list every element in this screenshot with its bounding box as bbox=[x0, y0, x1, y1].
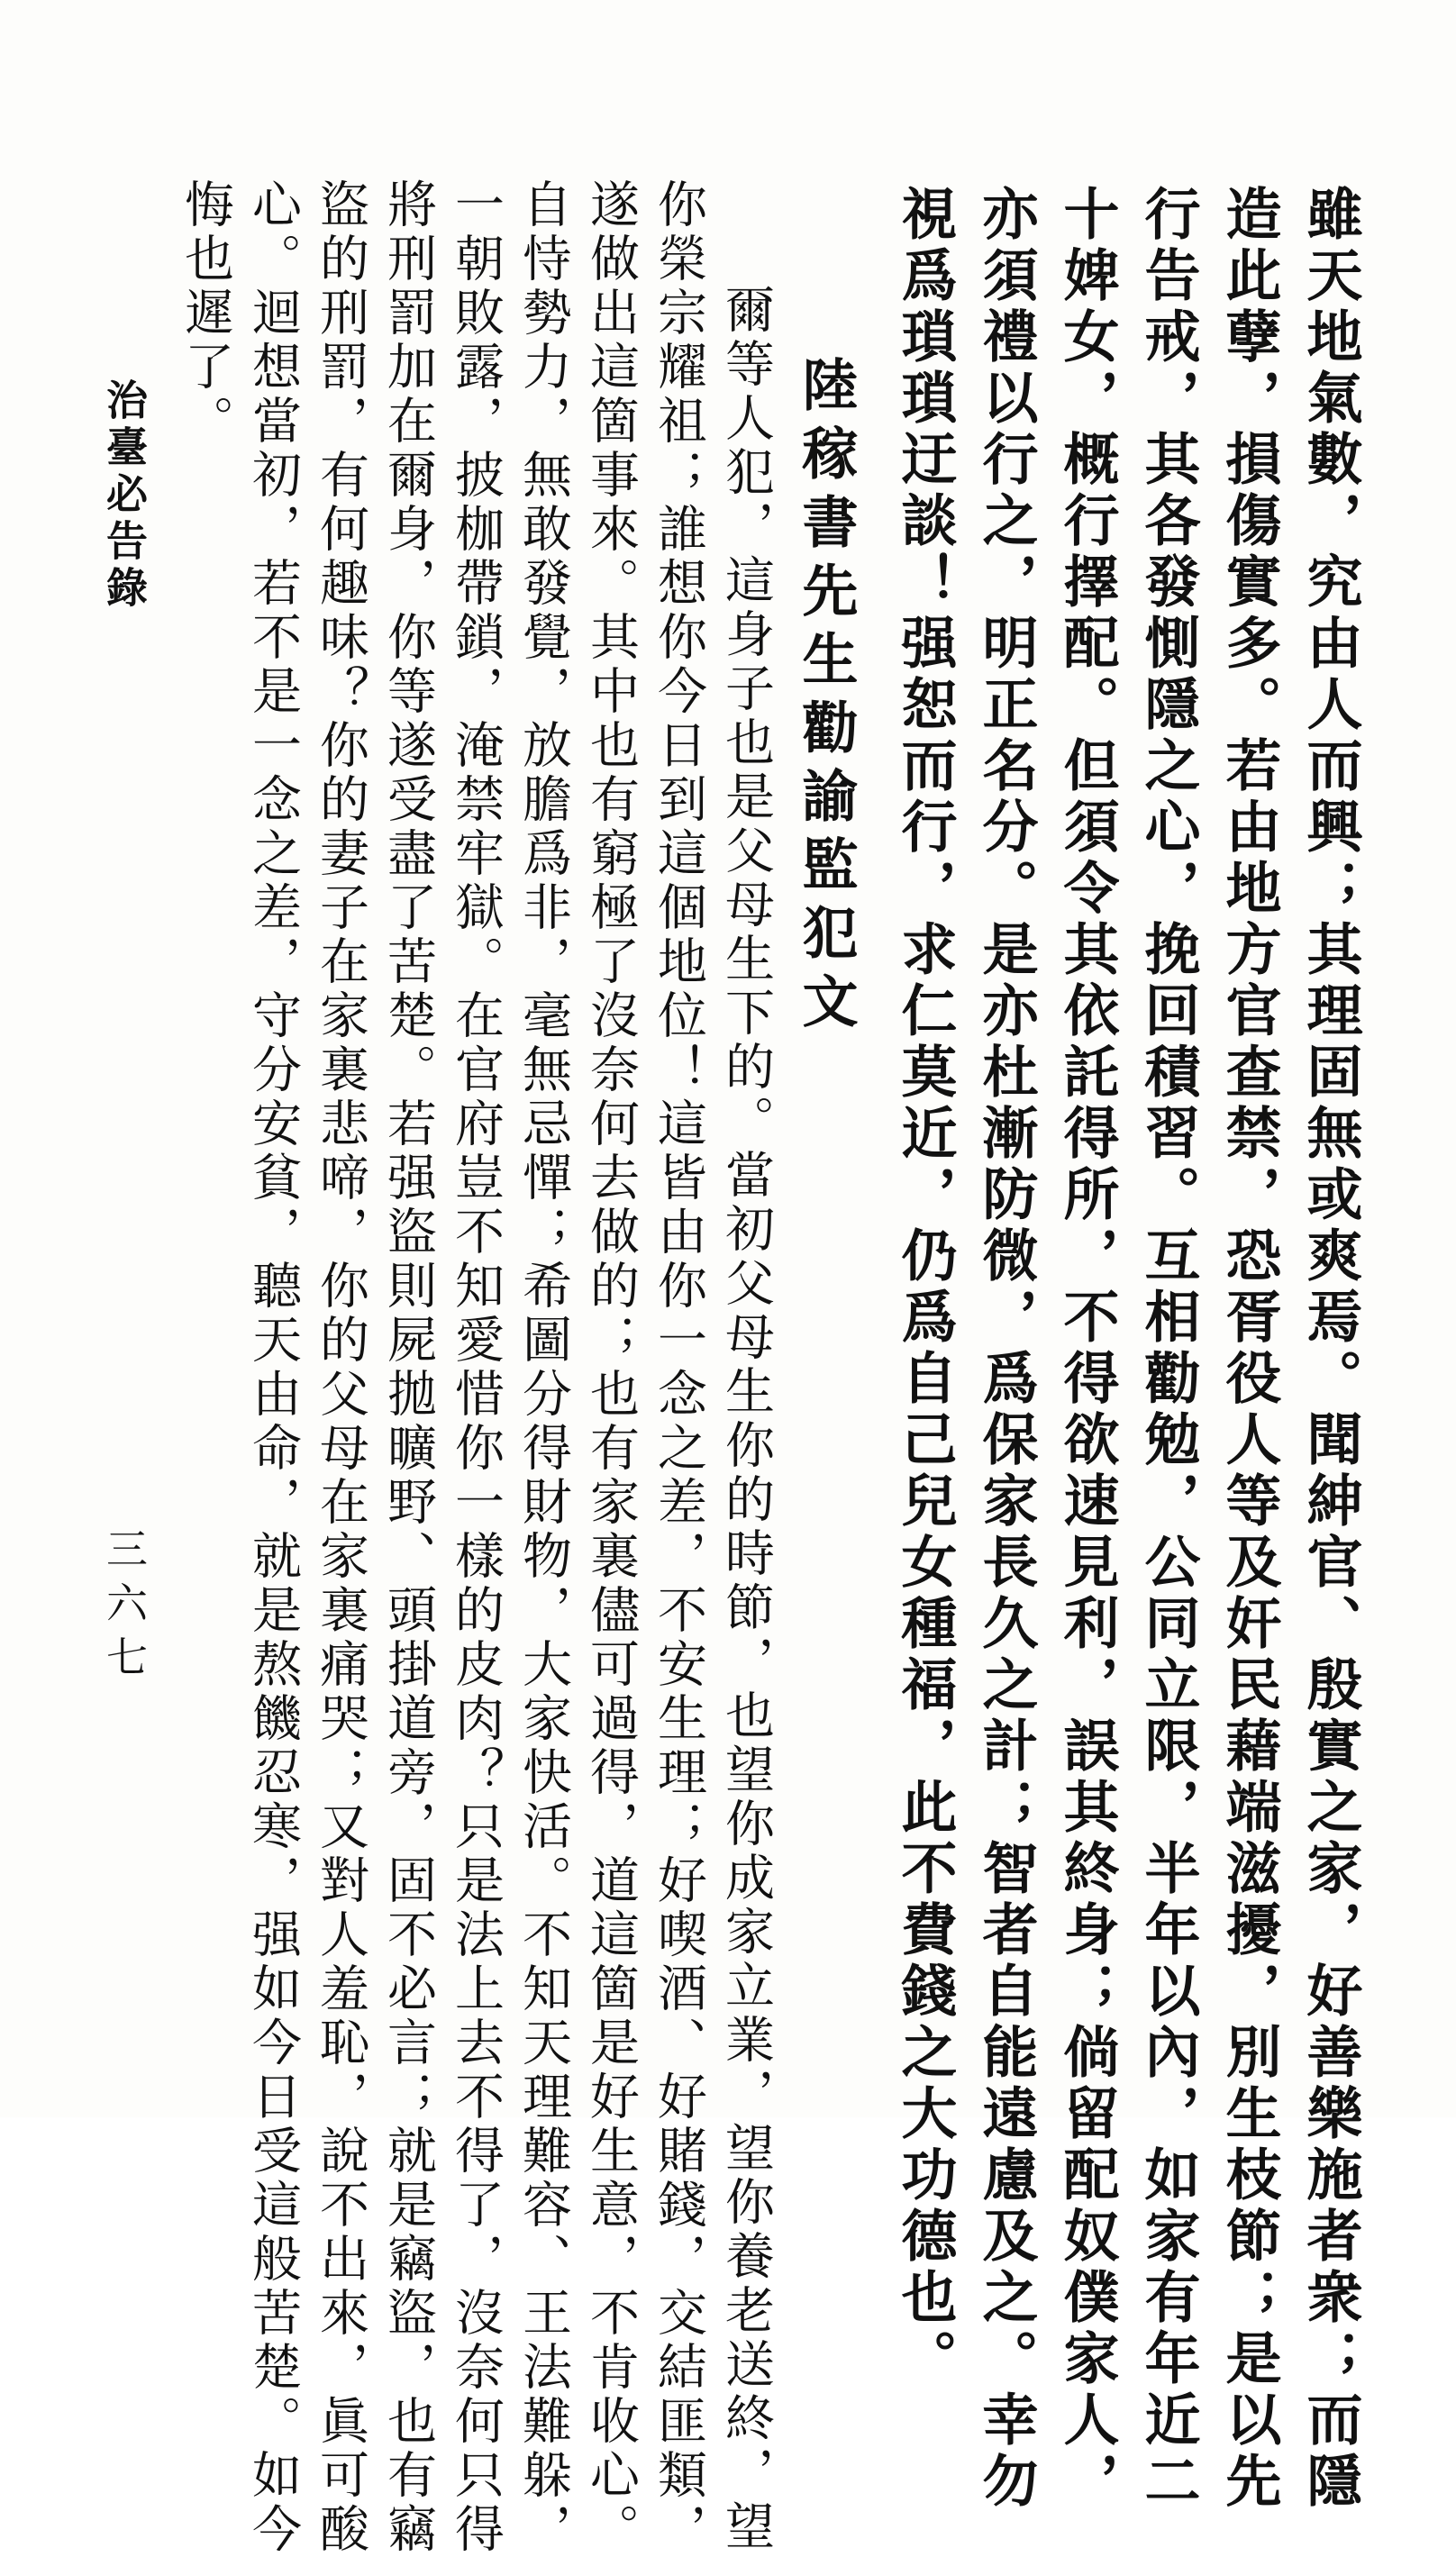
text-column-1: 雖天地氣數，究由人而興；其理固無或爽焉。聞紳官、殷實之家，好善樂施者衆；而隱 bbox=[1297, 185, 1363, 2513]
text-column-4: 十婢女，概行擇配。但須令其依託得所，不得欲速見利，誤其終身；倘留配奴僕家人， bbox=[1054, 185, 1120, 2513]
text-column-12: 將刑罰加在爾身，你等遂受盡了苦楚。若强盜則屍拋曠野、頭掛道旁，固不必言；就是竊盜，也有竊 bbox=[379, 178, 437, 2557]
text-column-9: 遂做出這箇事來。其中也有窮極了沒奈何去做的；也有家裏儘可過得，道這箇是好生意，不肯收心。 bbox=[582, 178, 640, 2557]
text-column-15: 悔也遲了。 bbox=[177, 178, 234, 449]
text-column-7: 爾等人犯，這身子也是父母生下的。當初父母生你的時節，也望你成家立業，望你養老送終，望 bbox=[717, 284, 775, 2554]
text-column-14: 心。迴想當初，若不是一念之差，守分安貧，聽天由命，就是熬饑忍寒，强如今日受這般苦楚。如今 bbox=[244, 178, 302, 2557]
page-number: 三六七 bbox=[100, 1527, 149, 1689]
text-column-11: 一朝敗露，披枷帶鎖，淹禁牢獄。在官府豈不知愛惜你一樣的皮肉？只是法上去不得了，沒奈何只得 bbox=[447, 178, 505, 2557]
text-column-3: 行告戒，其各發惻隱之心，挽回積習。互相勸勉，公同立限，半年以內，如家有年近二 bbox=[1135, 185, 1201, 2513]
text-column-10: 自恃勢力，無敢發覺，放膽爲非，毫無忌憚；希圖分得財物，大家快活。不知天理難容、王法難躲， bbox=[514, 178, 572, 2557]
text-column-6: 視爲瑣瑣迂談！强恕而行，求仁莫近，仍爲自己兒女種福，此不費錢之大功德也。 bbox=[892, 185, 958, 2390]
text-column-2: 造此孽，損傷實多。若由地方官查禁，恐胥役人等及奸民藉端滋擾，別生枝節；是以先 bbox=[1216, 185, 1282, 2513]
book-title: 治臺必告錄 bbox=[100, 378, 149, 613]
section-title: 陸稼書先生勸諭監犯文 bbox=[793, 356, 859, 1041]
text-column-5: 亦須禮以行之，明正名分。是亦杜漸防微，爲保家長久之計；智者自能遠慮及之。幸勿 bbox=[973, 185, 1039, 2513]
text-column-8: 你榮宗耀祖；誰想你今日到這個地位！這皆由你一念之差，不安生理；好喫酒、好賭錢，交結匪類， bbox=[650, 178, 707, 2557]
text-column-13: 盜的刑罰，有何趣味？你的妻子在家裏悲啼，你的父母在家裏痛哭；又對人羞恥，說不出來，眞可酸 bbox=[312, 178, 369, 2557]
